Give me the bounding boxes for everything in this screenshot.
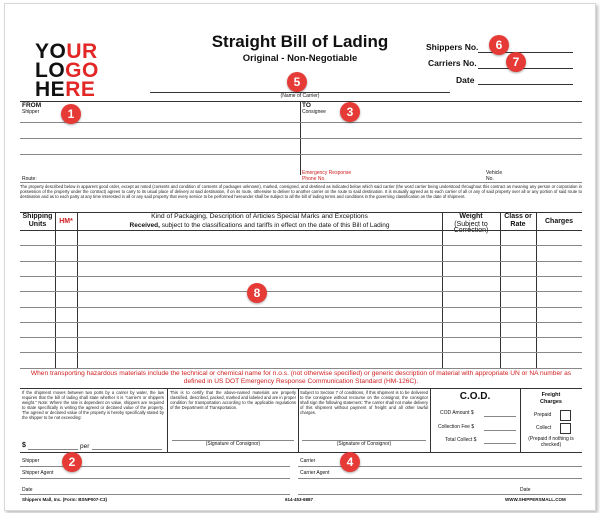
- shipper-agent-label: Shipper Agent: [22, 470, 54, 476]
- prepaid-label: Prepaid: [534, 412, 552, 418]
- emergency-phone-label: Phone No.: [302, 176, 326, 182]
- dollar-sign: $: [22, 442, 26, 449]
- section7-text: Subject to Section 7 of conditions, if this shipment is to be delivered to the consignee without recourse on the consignor, the consignor shall sign the following statement: The carrier shall not make delivery of this shipment without payment of freight and all other lawful charges.: [300, 390, 428, 415]
- callout-badge-3: 3: [340, 102, 360, 122]
- date-label: Date: [456, 75, 475, 85]
- shipper-sig-line[interactable]: [20, 466, 290, 467]
- collect-checkbox[interactable]: [560, 423, 571, 434]
- certify-text: This is to certify that the above-named materials are properly classified, described, packed, marked and labeled and are in proper condition for transportation according to the applicable regulations of the Department of Transportation.: [170, 390, 296, 410]
- lower-divider-1: [167, 388, 168, 452]
- carrier-name-label: (Name of Carrier): [280, 93, 320, 99]
- callout-badge-2: 2: [62, 452, 82, 472]
- col-kind-header: Kind of Packaging, Description of Articles Special Marks and Exceptions: [151, 213, 368, 220]
- from-label: FROM: [22, 102, 42, 109]
- consignee-line-2[interactable]: [300, 138, 582, 139]
- lower-divider-4: [520, 388, 521, 452]
- shipper-line-2[interactable]: [20, 138, 300, 139]
- route-line[interactable]: [20, 182, 582, 183]
- collection-fee-label: Collection Fee $: [438, 424, 475, 430]
- table-row[interactable]: [20, 352, 582, 353]
- shipper-label: Shipper: [22, 109, 40, 115]
- freight-note: (Prepaid if nothing is checked): [528, 436, 574, 448]
- carrier-agent-label: Carrier Agent: [300, 470, 330, 476]
- shipper-date-label: Date: [22, 487, 33, 493]
- carrier-date-label: Date: [520, 487, 531, 493]
- col-hm: HM*: [59, 218, 73, 225]
- cod-amount-label: COD Amount $: [440, 410, 474, 416]
- lower-divider-2: [298, 388, 299, 452]
- carrier-sig-label: Carrier: [300, 458, 316, 464]
- collect-label: Collect: [536, 425, 552, 431]
- table-row[interactable]: [20, 291, 582, 292]
- consignor-signature-label-2: (Signature of Consignor): [336, 441, 392, 447]
- to-label: TO: [302, 102, 311, 109]
- table-row[interactable]: [20, 322, 582, 323]
- footer-phone: 614-453-6887: [285, 497, 314, 502]
- carrier-agent-line[interactable]: [298, 478, 582, 479]
- collection-fee-field[interactable]: [484, 430, 516, 431]
- form-subtitle: Original - Non-Negotiable: [242, 53, 358, 64]
- date-field[interactable]: [478, 84, 573, 85]
- callout-badge-8: 8: [247, 283, 267, 303]
- col-class-rate: Class or Rate: [504, 213, 532, 228]
- footer-website: WWW.SHIPPERSMALL.COM: [505, 497, 566, 502]
- table-column-line: [536, 212, 537, 368]
- freight-title-2: Charges: [539, 399, 562, 405]
- consignee-line-3[interactable]: [300, 154, 582, 155]
- form-title: Straight Bill of Lading: [211, 32, 389, 51]
- footer-publisher: Shippers Mall, Inc. (Form: BSNP007-C3): [22, 497, 108, 502]
- per-label: per: [80, 443, 90, 450]
- carriers-no-field[interactable]: [478, 68, 573, 69]
- col-shipping-units: Shipping Units: [22, 213, 53, 228]
- route-label: Route:: [22, 176, 37, 182]
- declared-value-text: If the shipment moves between two ports by a carrier by water, the law requires that the bill of lading shall state whether it is "carrier's or shippers weight." Note: Where the rate is dependent on value, shippers are required to state specifically in writing the agreed or declared value of the property. The agreed or declared value of the property is hereby specifically stated by the shipper to be not exceeding:: [22, 390, 164, 420]
- total-collect-field[interactable]: [484, 443, 516, 444]
- table-row[interactable]: [20, 337, 582, 338]
- company-logo: YOUR LOGO HERE: [35, 40, 99, 101]
- table-column-line: [55, 212, 56, 368]
- consignee-label: Consignee: [302, 109, 326, 115]
- lower-divider-3: [430, 388, 431, 452]
- consignee-line-1[interactable]: [300, 122, 582, 123]
- callout-badge-4: 4: [340, 452, 360, 472]
- lower-bottom-line: [20, 452, 582, 453]
- table-column-line: [442, 212, 443, 368]
- total-collect-label: Total Collect $: [445, 437, 477, 443]
- freight-title-1: Freight: [541, 392, 561, 398]
- callout-badge-5: 5: [287, 72, 307, 92]
- shippers-no-label: Shippers No.: [426, 42, 479, 52]
- hazmat-notice: When transporting hazardous materials include the technical or chemical name for n.o.s. (not otherwise specified) or generic description of material with appropriate UN or NA number as defined in US DOT Emergency Response Communication Standard (HM-126C).: [30, 370, 572, 385]
- table-row[interactable]: [20, 307, 582, 308]
- shipper-line-3[interactable]: [20, 154, 300, 155]
- callout-badge-7: 7: [506, 52, 526, 72]
- col-weight-sub: (Subject to Correction): [453, 221, 489, 234]
- table-header-line: [20, 230, 582, 231]
- table-row[interactable]: [20, 368, 582, 369]
- cod-title: C.O.D.: [459, 391, 491, 402]
- table-row[interactable]: [20, 261, 582, 262]
- callout-badge-6: 6: [489, 35, 509, 55]
- prepaid-checkbox[interactable]: [560, 410, 571, 421]
- table-column-line: [77, 212, 78, 368]
- shipper-sig-label: Shipper: [22, 458, 40, 464]
- vehicle-no-label: No.: [486, 176, 494, 182]
- carriers-no-label: Carriers No.: [428, 58, 477, 68]
- carrier-date-line[interactable]: [298, 494, 582, 495]
- vehicle-label: Vehicle: [486, 170, 503, 176]
- table-row[interactable]: [20, 245, 582, 246]
- shipper-agent-line[interactable]: [20, 478, 290, 479]
- consignor-signature-label-1: (Signature of Consignor): [205, 441, 261, 447]
- shipper-line-1[interactable]: [20, 122, 300, 123]
- per-field[interactable]: [92, 449, 162, 450]
- terms-paragraph: The property described below in apparent good order, except as noted (contents and condition of contents of packages unknown), marked, consigned, and destined as indicated below which said carrier (the word carrier being understood throughout this contract as meaning any person or corporation in possession of the property under the contract) agrees to carry to its usual place of delivery at said destination, if on its route, otherwise to deliver to another carrier on the route to said destination. It is mutually agreed as to each carrier of all or any of said property over all or any portion of said route to destination and as to each party at any time interested in all or any said property that every service to be performed hereunder shall be subject to all the bill of lading terms and conditions in the governing classification on the date of shipment.: [20, 184, 582, 199]
- table-row[interactable]: [20, 276, 582, 277]
- callout-badge-1: 1: [61, 104, 81, 124]
- table-column-line: [500, 212, 501, 368]
- emergency-response-label: Emergency Response: [302, 170, 352, 176]
- from-to-top-line: [20, 101, 582, 102]
- declared-value-field[interactable]: [28, 449, 78, 450]
- col-charges: Charges: [544, 218, 573, 225]
- col-weight: Weight: [459, 213, 483, 220]
- hazmat-bottom-line: [20, 388, 582, 389]
- shipper-date-line[interactable]: [20, 494, 290, 495]
- col-kind-subheader: Received, subject to the classifications and tariffs in effect on the date of this Bill of Lading: [129, 222, 390, 229]
- cod-amount-field[interactable]: [484, 416, 516, 417]
